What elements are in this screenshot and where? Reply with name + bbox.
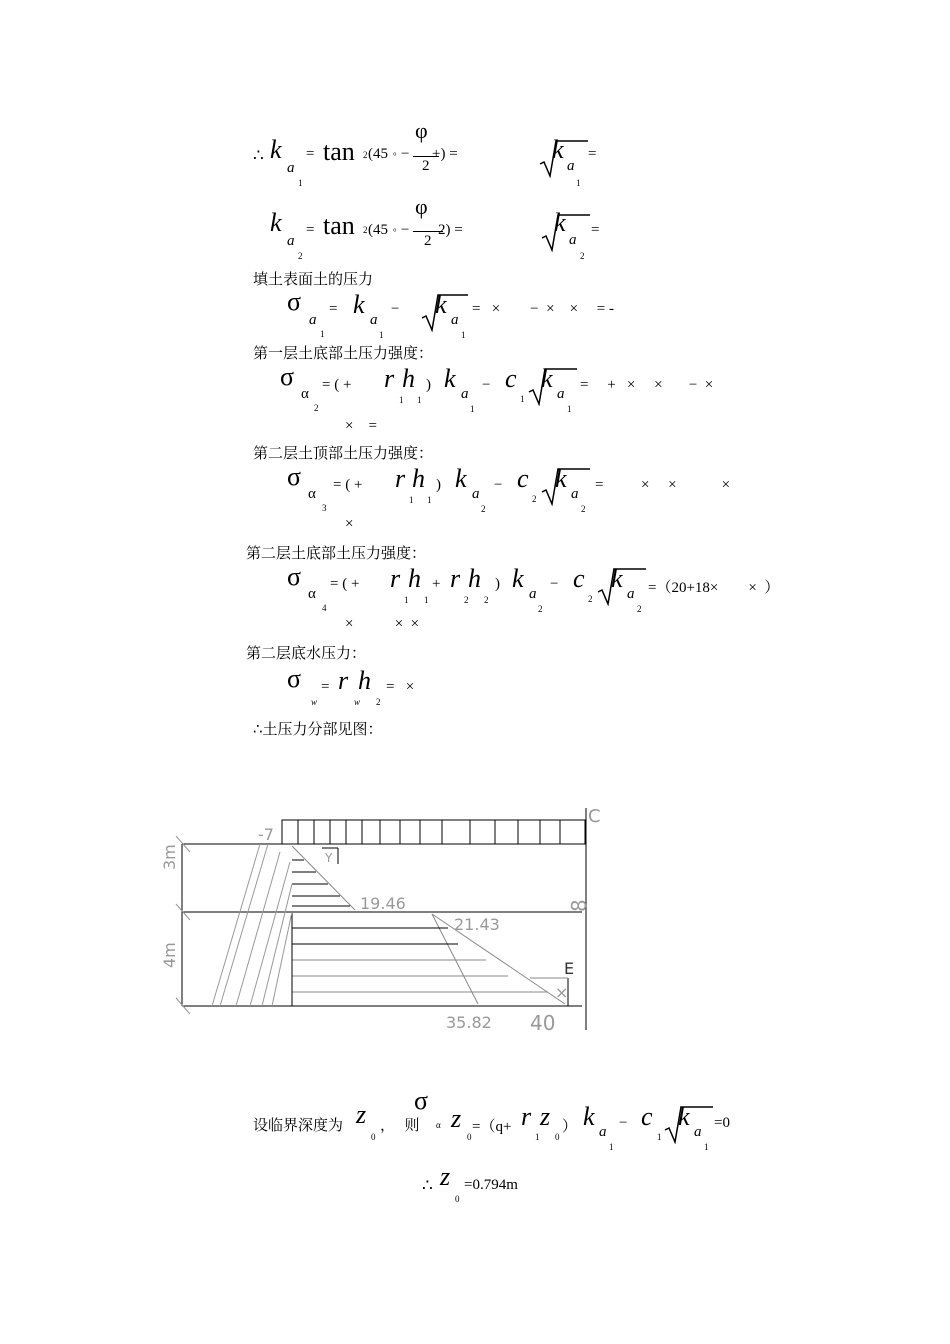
close-paren: ): [495, 576, 500, 592]
sub-0: 0: [555, 1132, 560, 1142]
sub-w: w: [311, 697, 318, 707]
sub-1: 1: [424, 595, 429, 605]
sub-3: 3: [322, 503, 327, 513]
minus: −: [482, 377, 491, 393]
section-heading: 第二层土底部土压力强度：: [246, 544, 427, 562]
sub-alpha: α: [301, 386, 309, 402]
sub-2: 2: [481, 504, 486, 514]
section-heading: ∴土压力分部见图：: [253, 720, 383, 738]
sub-a: a: [599, 1124, 607, 1140]
var-k: k: [444, 364, 456, 393]
denominator: 2: [424, 233, 432, 249]
sub-2: 2: [588, 594, 593, 604]
equation-rest-line2: × =: [345, 418, 377, 434]
sub-a: a: [287, 160, 295, 176]
label-19-46: 19.46: [360, 894, 406, 913]
equals: =: [591, 222, 600, 238]
sqrt-sub-a: a: [567, 158, 575, 174]
section-heading: 填土表面土的压力: [253, 270, 374, 288]
sub-a: a: [287, 233, 295, 249]
label-E: E: [564, 959, 575, 978]
sub-2: 2: [464, 595, 469, 605]
equation-rest: =0: [714, 1115, 730, 1131]
label-8: 8: [567, 899, 591, 912]
sub-1: 1: [535, 1132, 540, 1142]
section-heading: 第一层土底部土压力强度：: [253, 344, 434, 362]
equation-rest: =（20+18× × ）: [648, 580, 780, 596]
sub-0: 0: [371, 1132, 376, 1142]
sub-2: 2: [298, 251, 303, 261]
minus: −: [401, 222, 410, 238]
sqrt-sub-1: 1: [704, 1142, 709, 1152]
sqrt-k: k: [541, 364, 553, 393]
sub-1: 1: [609, 1142, 614, 1152]
critical-depth-text: 设临界深度为: [253, 1116, 344, 1134]
var-h: h: [412, 464, 425, 493]
therefore-symbol: ∴: [422, 1176, 433, 1195]
equation-rest: = ×: [386, 679, 415, 695]
sigma-symbol: σ: [287, 562, 302, 591]
tan-func: tan: [323, 137, 355, 166]
var-k: k: [270, 135, 282, 164]
var-r1: r: [390, 564, 401, 593]
sqrt-sub-a: a: [571, 486, 579, 502]
sub-2: 2: [484, 595, 489, 605]
label-40: 40: [530, 1011, 556, 1035]
sub-alpha: α: [436, 1120, 441, 1130]
var-z: z: [440, 1162, 451, 1191]
phi-symbol: φ: [415, 118, 428, 143]
sqrt-sub-2: 2: [581, 504, 586, 514]
equation-rest-line2: ×: [345, 516, 354, 532]
var-r: r: [521, 1102, 532, 1131]
equation-rest: = × × ×: [595, 477, 731, 493]
sub-0: 0: [467, 1132, 472, 1142]
sigma-symbol: σ: [414, 1086, 429, 1115]
close-paren: 2) =: [438, 222, 463, 238]
sigma-symbol: σ: [287, 287, 302, 316]
var-r: r: [338, 666, 349, 695]
var-c: c: [573, 564, 585, 593]
sub-1: 1: [427, 495, 432, 505]
sqrt-sub-2: 2: [580, 251, 585, 261]
sub-1: 1: [399, 395, 404, 405]
equals: =: [588, 146, 597, 162]
phi-symbol: φ: [415, 194, 428, 219]
minus: −: [391, 301, 400, 317]
equation-rest-line2: × × ×: [345, 616, 420, 632]
sub-a: a: [472, 486, 480, 502]
var-k: k: [583, 1102, 595, 1131]
sub-2: 2: [314, 403, 319, 413]
var-c: c: [505, 364, 517, 393]
power-2: 2: [363, 225, 368, 235]
sub-4: 4: [322, 603, 327, 613]
sqrt-k: k: [552, 135, 564, 164]
label-mark: Y: [325, 851, 333, 865]
var-r: r: [395, 464, 406, 493]
label-C: C: [588, 806, 601, 827]
sqrt-sub-2: 2: [637, 604, 642, 614]
denominator: 2: [422, 158, 430, 174]
section-heading: 第二层土顶部土压力强度：: [253, 444, 434, 462]
sub-1: 1: [320, 329, 325, 339]
var-k: k: [353, 290, 365, 319]
then-text: ， 则: [380, 1116, 420, 1134]
sub-a: a: [529, 586, 537, 602]
sqrt-sub-a: a: [694, 1124, 702, 1140]
sub-1: 1: [379, 330, 384, 340]
var-h: h: [402, 364, 415, 393]
close-paren: ）: [562, 1119, 578, 1135]
label-21-43: 21.43: [454, 915, 500, 934]
minus: −: [550, 576, 559, 592]
sigma-symbol: σ: [280, 362, 295, 391]
open-paren: =（q+: [472, 1119, 512, 1135]
label-depth-3m: 3m: [160, 844, 179, 870]
label-neg7: -7: [258, 825, 274, 844]
var-h1: h: [408, 564, 421, 593]
label-x: ×: [555, 983, 569, 1002]
sub-1: 1: [417, 395, 422, 405]
var-h2: h: [468, 564, 481, 593]
sigma-symbol: σ: [287, 462, 302, 491]
sub-2: 2: [532, 494, 537, 504]
sub-w: w: [354, 697, 361, 707]
close-paren: ): [426, 377, 431, 393]
close-paren: ): [436, 477, 441, 493]
sqrt-sub-1: 1: [461, 330, 466, 340]
var-z: z: [451, 1104, 462, 1133]
sub-a: a: [370, 312, 378, 328]
sub-2: 2: [538, 604, 543, 614]
var-k: k: [270, 208, 282, 237]
sub-1: 1: [470, 404, 475, 414]
label-35-82: 35.82: [446, 1013, 492, 1032]
var-r: r: [384, 364, 395, 393]
sqrt-sub-1: 1: [576, 178, 581, 188]
sub-1: 1: [657, 1132, 662, 1142]
equals: =: [329, 301, 338, 317]
var-h: h: [358, 666, 371, 695]
sqrt-sub-a: a: [557, 386, 565, 402]
therefore-symbol: ∴: [253, 146, 264, 165]
sub-1: 1: [298, 178, 303, 188]
sub-a: a: [309, 312, 317, 328]
var-c: c: [517, 464, 529, 493]
open-paren: = ( +: [333, 477, 363, 493]
sub-0: 0: [455, 1194, 460, 1204]
sqrt-sub-a: a: [627, 586, 635, 602]
tan-func: tan: [323, 211, 355, 240]
section-heading: 第二层底水压力：: [246, 644, 367, 662]
sub-1: 1: [409, 495, 414, 505]
var-z: z: [540, 1102, 551, 1131]
sqrt-sub-a: a: [451, 312, 459, 328]
sqrt-k: k: [555, 464, 567, 493]
sub-2: 2: [376, 697, 381, 707]
open-paren: = ( +: [322, 377, 352, 393]
minus: −: [494, 477, 503, 493]
close-paren: +) =: [432, 146, 458, 162]
sqrt-k: k: [678, 1102, 690, 1131]
var-c: c: [641, 1102, 653, 1131]
plus: +: [432, 576, 441, 592]
sqrt-k: k: [554, 208, 566, 237]
sub-alpha: α: [308, 586, 316, 602]
paren-45: (45: [368, 146, 388, 162]
sqrt-k: k: [435, 290, 447, 319]
equation-rest: = × − × × = -: [472, 301, 615, 317]
paren-45: (45: [368, 222, 388, 238]
equals: =: [306, 222, 315, 238]
label-depth-4m: 4m: [160, 942, 179, 968]
equals: =: [321, 679, 330, 695]
minus: −: [619, 1115, 628, 1131]
sub-a: a: [461, 386, 469, 402]
sigma-symbol: σ: [287, 664, 302, 693]
var-r2: r: [450, 564, 461, 593]
z0-value: =0.794m: [464, 1177, 518, 1193]
sqrt-sub-1: 1: [567, 404, 572, 414]
sub-alpha: α: [308, 486, 316, 502]
sub-1: 1: [404, 595, 409, 605]
var-z: z: [356, 1100, 367, 1129]
sub-1: 1: [520, 394, 525, 404]
var-k: k: [455, 464, 467, 493]
sqrt-sub-a: a: [569, 232, 577, 248]
sqrt-k: k: [611, 564, 623, 593]
open-paren: = ( +: [330, 576, 360, 592]
minus: −: [401, 146, 410, 162]
degree: °: [393, 151, 397, 161]
var-k: k: [512, 564, 524, 593]
degree: °: [393, 227, 397, 237]
power-2: 2: [363, 150, 368, 160]
equation-rest: = + × × − ×: [580, 377, 714, 393]
equals: =: [306, 146, 315, 162]
